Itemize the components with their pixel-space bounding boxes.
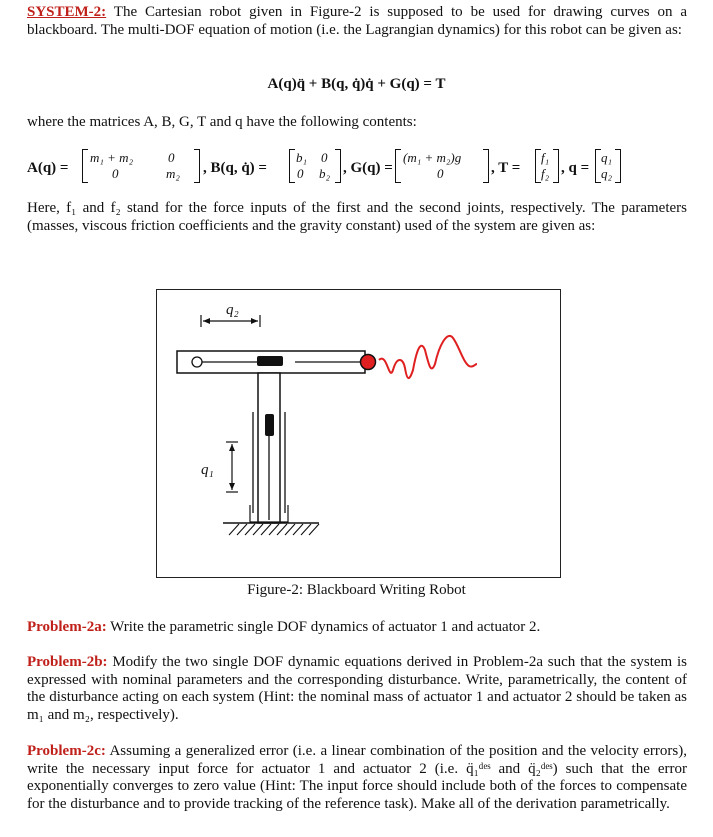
B-cell-21: 0 [297,166,304,181]
B-cell-22: b₂ [319,166,331,181]
B-cell-11: b₁ [296,150,308,165]
problem-2b-text: Modify the two single DOF dynamic equations derived in Problem-2a such that the system is expressed with nominal parameters and the corresponding disturbance. Write, parametrically, the content of the disturbance acting on each system (Hint: the nominal mass of actuator 1 and actuator 2 should be taken as m₁ and m₂, respectively). [27,654,687,723]
G-cell-2: 0 [437,166,444,181]
T-cell-1: f₁ [541,150,550,165]
problem-2c-label: Problem-2c: [27,743,106,759]
q-right-bracket [615,149,621,183]
G-label: , G(q) = [343,160,393,176]
intro-text: The Cartesian robot given in Figure-2 is supposed to be used for drawing curves on a blackboard. The multi-DOF equation of motion (i.e. the Lagrangian dynamics) for this robot can be given as: [27,4,687,38]
q-cell-1: q₁ [601,150,613,165]
problem-2b [27,654,687,724]
q1-arrow-bottom [229,483,235,490]
G-left-bracket [395,149,401,183]
q-label: , q = [561,160,590,176]
G-right-bracket [483,149,489,183]
T-label: , T = [491,160,521,176]
G-matrix [395,148,489,182]
q2-arrow-right [251,318,258,324]
ground-hatching [229,524,319,535]
system-heading: SYSTEM-2: [27,4,107,20]
robot-diagram [157,290,560,577]
q1-label: q₁ [201,462,214,478]
intro-paragraph [27,4,687,39]
A-matrix [82,148,200,182]
drawn-curve [379,336,477,378]
matrix-definitions [27,148,707,188]
problem-2c [27,743,687,813]
q1-slider-block [265,414,274,436]
q-matrix [595,148,621,182]
q2-label: q₂ [226,302,239,318]
problem-2a-label: Problem-2a: [27,619,107,635]
parameters-paragraph: Here, f₁ and f₂ stand for the force inputs of the first and the second joints, respectively. The parameters (masses, viscous friction coefficients and the gravity constant) used of the system are given as: [27,200,687,234]
T-right-bracket [553,149,559,183]
A-right-bracket [194,149,200,183]
T-cell-2: f₂ [541,166,550,181]
problem-2a [27,619,687,637]
A-cell-22: m₂ [166,166,180,181]
figure-caption: Figure-2: Blackboard Writing Robot [247,582,466,598]
A-cell-11: m₁ + m₂ [90,150,134,165]
pen-tip-marker [361,355,376,370]
figure-box [156,289,561,578]
problem-2b-label: Problem-2b: [27,654,108,670]
A-label: A(q) = [27,160,69,176]
q2-slider-block [257,356,283,366]
equation-of-motion: A(q)q̈ + B(q, q̇)q̇ + G(q) = T [267,76,446,92]
B-cell-12: 0 [321,150,328,165]
T-matrix [535,148,559,182]
B-label: , B(q, q̇) = [203,160,267,176]
matrices-intro: where the matrices A, B, G, T and q have the following contents: [27,114,417,130]
problem-2c-text: Assuming a generalized error (i.e. a linear combination of the position and the velocity errors), write the necessary input force for actuator 1 and actuator 2 (i.e. q̈₁ᵈᵉˢ and q̈₂ᵈᵉˢ) such that the error exponentially converges to zero value (Hint: The input force should include both of the forces to compensate for the disturbance and to provide tracking of the reference task). Make all of the derivation parametrically. [27,743,687,812]
q1-arrow-top [229,444,235,451]
problem-2a-text: Write the parametric single DOF dynamics of actuator 1 and actuator 2. [106,619,541,635]
G-cell-1: (m₁ + m₂)g [403,150,462,165]
arm-pivot-circle [192,357,202,367]
B-left-bracket [289,149,295,183]
A-left-bracket [82,149,88,183]
A-cell-21: 0 [112,166,119,181]
B-matrix [289,148,341,182]
q-cell-2: q₂ [601,166,613,181]
A-cell-12: 0 [168,150,175,165]
B-right-bracket [335,149,341,183]
q2-arrow-left [203,318,210,324]
